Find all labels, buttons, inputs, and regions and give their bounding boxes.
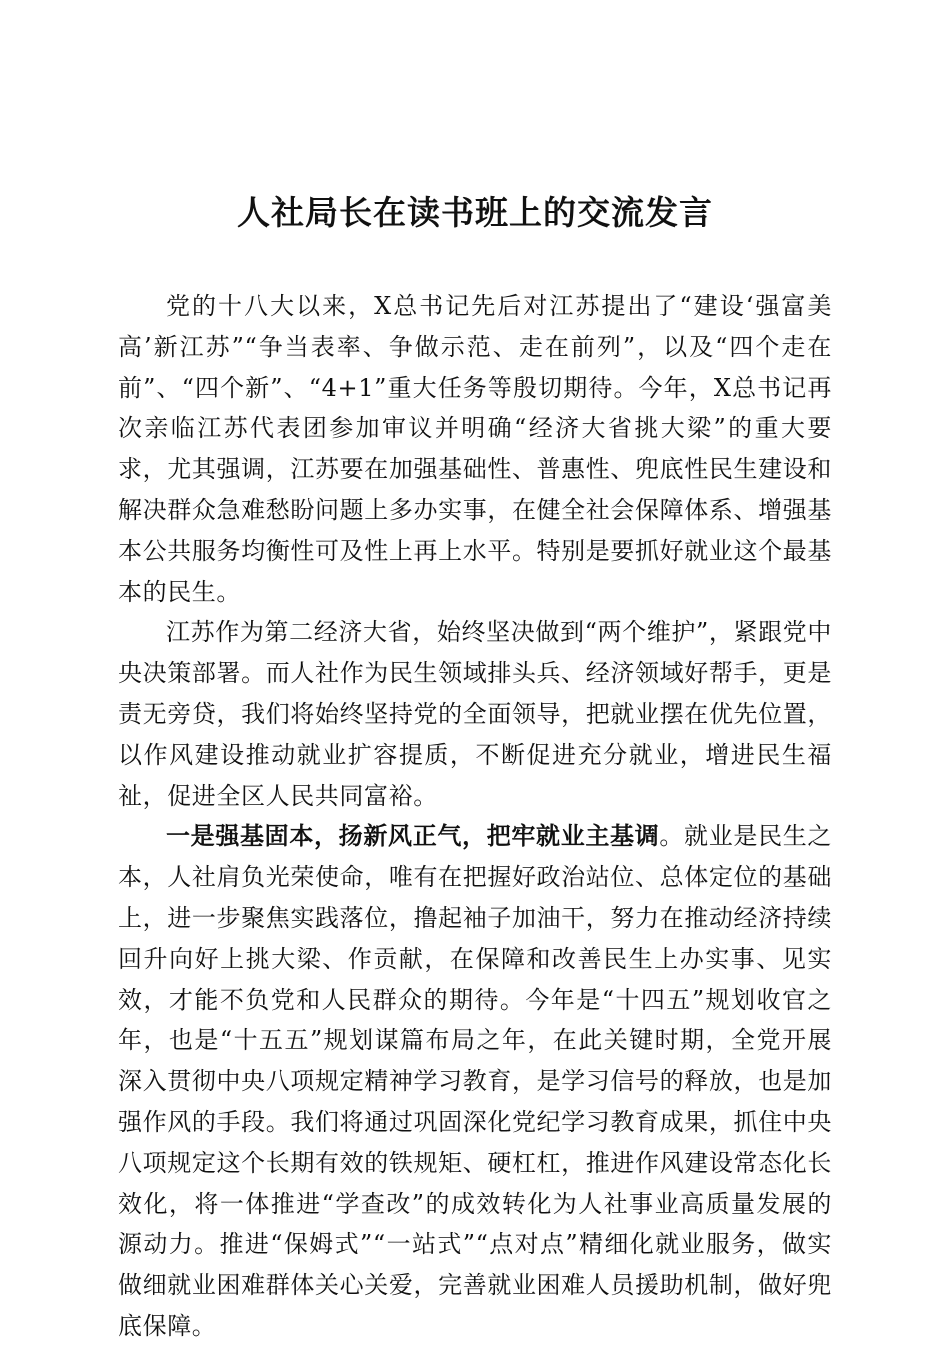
paragraph-3-text: 。就业是民生之本，人社肩负光荣使命，唯有在把握好政治站位、总体定位的基础上，进一步聚焦实践落位，撸起袖子加油干，努力在推动经济持续回升向好上挑大梁、作贡献，在保障和改善民生上办实事、见实效，才能不负党和人民群众的期待。今年是“十四五”规划收官之年，也是“十五五”规划谋篇布局之年，在此关键时期，全党开展深入贯彻中央八项规定精神学习教育，是学习信号的释放，也是加强作风的手段。我们将通过巩固深化党纪学习教育成果，抓住中央八项规定这个长期有效的铁规矩、硬杠杠，推进作风建设常态化长效化，将一体推进“学查改”的成效转化为人社事业高质量发展的源动力。推进“保姆式”“一站式”“点对点”精细化就业服务，做实做细就业困难群体关心关爱，完善就业困难人员援助机制，做好兜底保障。 [118,822,833,1340]
document-body [118,286,832,1347]
paragraph-3 [118,816,832,1346]
document-title: 人社局长在读书班上的交流发言 [237,193,713,232]
paragraph-2-text: 江苏作为第二经济大省，始终坚决做到“两个维护”，紧跟党中央决策部署。而人社作为民生领域排头兵、经济领域好帮手，更是责无旁贷，我们将始终坚持党的全面领导，把就业摆在优先位置，以作风建设推动就业扩容提质，不断促进充分就业，增进民生福祉，促进全区人民共同富裕。 [118,618,832,810]
paragraph-1 [118,286,832,612]
paragraph-2 [118,612,832,816]
paragraph-3-lead-heading: 一是强基固本，扬新风正气，把牢就业主基调 [166,821,660,851]
paragraph-1-text: 党的十八大以来，X总书记先后对江苏提出了“建设‘强富美高’新江苏”“争当表率、争做示范、走在前列”，以及“四个走在前”、“四个新”、“4+1”重大任务等殷切期待。今年，X总书记再次亲临江苏代表团参加审议并明确“经济大省挑大梁”的重大要求，尤其强调，江苏要在加强基础性、普惠性、兜底性民生建设和解决群众急难愁盼问题上多办实事，在健全社会保障体系、增强基本公共服务均衡性可及性上再上水平。特别是要抓好就业这个最基本的民生。 [118,292,832,606]
